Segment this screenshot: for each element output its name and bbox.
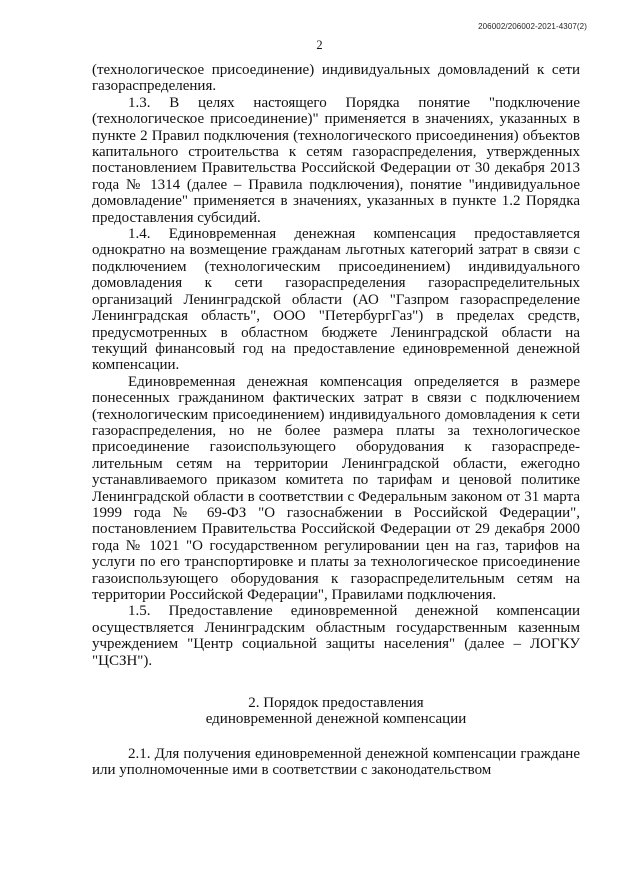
paragraph-continuation: (технологическое присоединение) индивидуальных домовладений к сети газораспределения.: [92, 62, 580, 95]
section-heading: [92, 695, 580, 728]
paragraph-1-5: 1.5. Предоставление единовременной денежной компенсации осуществляется Ленинградским областным государственным казенным учреждением "Центр социальной защиты населения" (далее – ЛОГКУ "ЦСЗН").: [92, 603, 580, 669]
document-body: [92, 62, 580, 779]
section-title-line-2: единовременной денежной компенсации: [205, 711, 467, 728]
paragraph-compensation-amount: Единовременная денежная компенсация определяется в размере понесенных гражданином фактических затрат в связи с подключением (технологическим присоединением) индивидуального домовладения к сети газораспределения, но не более размера платы за технологическое присоединение газоиспользующего оборудования к газораспреде-лительным сетям на территории Ленинградской области, ежегодно устанавливаемого приказом комитета по тарифам и ценовой политике Ленинградской области в соответствии с Федеральным законом от 31 марта 1999 года № 69-ФЗ "О газоснабжении в Российской Федерации", постановлением Правительства Российской Федерации от 29 декабря 2000 года № 1021 "О государственном регулировании цен на газ, тарифов на услуги по его транспортировке и платы за технологическое присоединение газоиспользующего оборудования к газораспределительным сетям на территории Российской Федерации", Правилами подключения.: [92, 373, 580, 603]
document-number: 206002/206002-2021-4307(2): [478, 22, 587, 31]
page-number: 2: [316, 38, 323, 52]
paragraph-1-4: 1.4. Единовременная денежная компенсация предоставляется однократно на возмещение гражданам льготных категорий затрат в связи с подключением (технологическим присоединением) индивидуального домовладения к сети газораспределения газораспределительных организаций Ленинградской области (АО "Газпром газораспределение Ленинградская область", ООО "ПетербургГаз") в пределах средств, предусмотренных в областном бюджете Ленинградской области на текущий финансовый год на предоставление единовременной денежной компенсации.: [92, 226, 580, 374]
paragraph-2-1: 2.1. Для получения единовременной денежной компенсации граждане или уполномоченные ими в соответствии с законодательством: [92, 745, 580, 779]
paragraph-1-3: 1.3. В целях настоящего Порядка понятие "подключение (технологическое присоединение)" применяется в значениях, указанных в пункте 2 Правил подключения (технологического присоединения) объектов капитального строительства к сетям газораспределения, утвержденных постановлением Правительства Российской Федерации от 30 декабря 2013 года № 1314 (далее – Правила подключения), понятие "индивидуальное домовладение" применяется в значениях, указанных в пункте 1.2 Порядка предоставления субсидий.: [92, 94, 580, 226]
section-title-line-1: 2. Порядок предоставления: [248, 695, 424, 712]
